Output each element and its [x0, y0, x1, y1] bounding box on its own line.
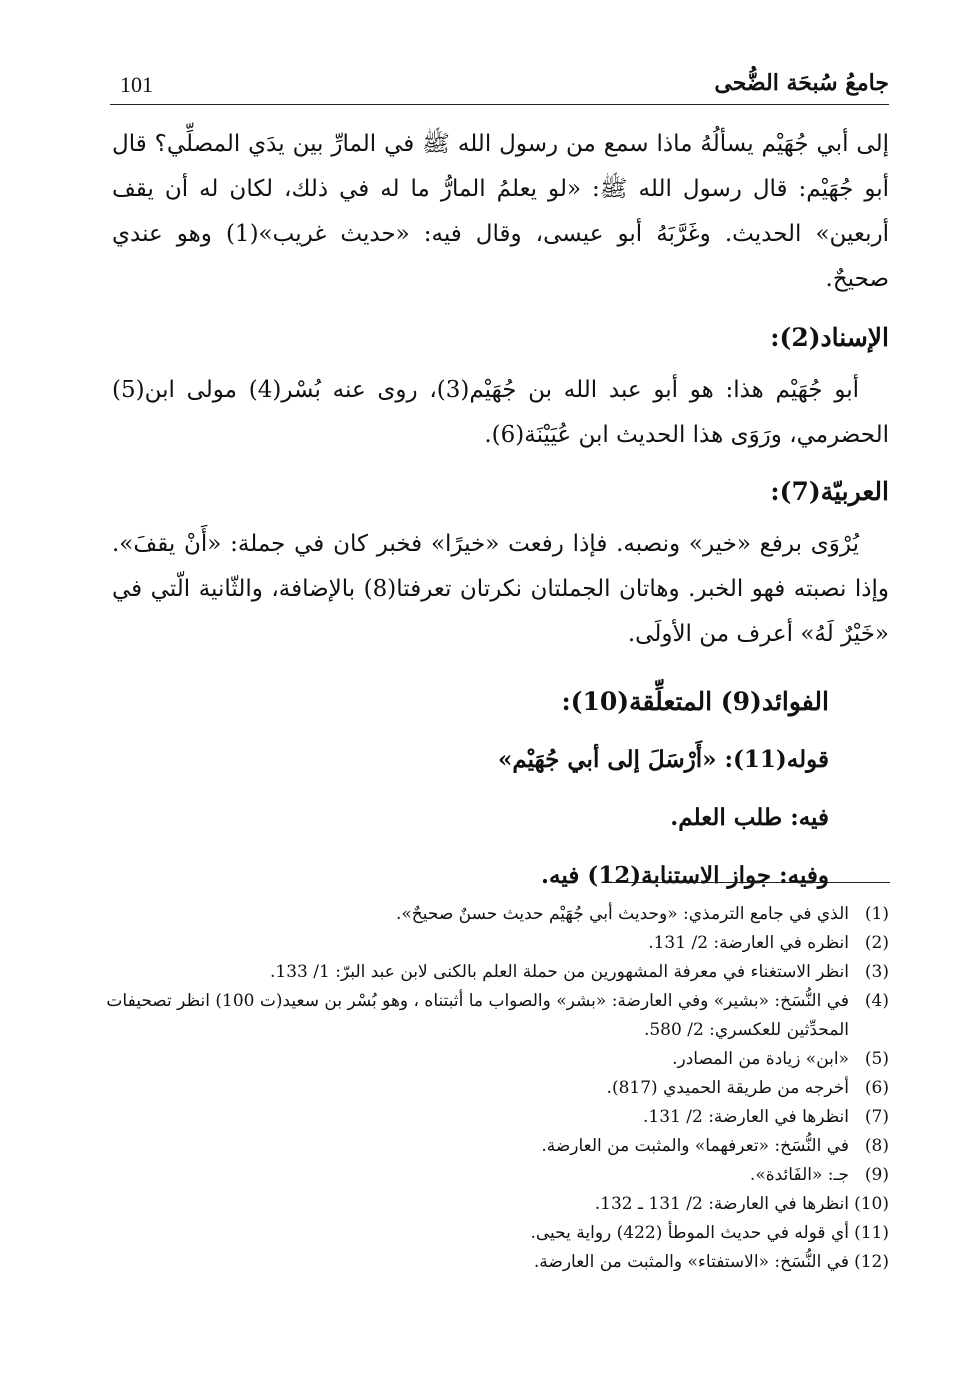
footnote-12: (12) في النُّسَخ: «الاستفتاء» والمثبت من العارضة.: [533, 1252, 889, 1272]
running-title: جامعُ سُبحَة الضُّحى: [714, 70, 889, 96]
line-fihi: فيه: طلب العلم.: [670, 804, 829, 831]
footnote-separator: [612, 882, 890, 883]
footnote-7: (7) انظرها في العارضة: 2/ 131.: [642, 1107, 889, 1127]
paragraph-hadith: إلى أبي جُهَيْم يسألُهُ ماذا سمع من رسول الله ﷺ في المارِّ بين يدَي المصلِّي؟ قال أبو جُهَيْم: قال رسول الله ﷺ: «لو يعلمُ المارُّ ما له في ذلك، لكان له أن يقف أربعين» الحديث. وغَرَّبَهُ أبو عيسى، وقال فيه: «حديث غريب»(1) وهو عندي صحيحٌ.: [112, 131, 889, 292]
line-wafihi: وفيه: جواز الاستنابة(12) فيه.: [541, 862, 829, 889]
footnote-1: (1) الذي في جامع الترمذي: «وحديث أبي جُهَيْم حديث حسنٌ صحيحٌ».: [395, 904, 889, 924]
page-number: 101: [120, 72, 153, 97]
heading-fawaid: الفوائد(9) المتعلِّقة(10):: [561, 687, 829, 716]
paragraph-isnad: أبو جُهَيْم هذا: هو أبو عبد الله بن جُهَيْم(3)، روى عنه بُسْر(4) مولى ابن(5) الحضرمي، ورَوَى هذا الحديث ابن عُيَيْنَة(6).: [112, 377, 889, 448]
footnote-2: (2) انظره في العارضة: 2/ 131.: [648, 933, 889, 953]
footnote-9: (9) جـ: «الفَائدة».: [749, 1165, 889, 1185]
footnotes: [106, 900, 889, 1277]
line-qawluh: قوله(11): «أَرْسَلَ إلى أبي جُهَيْم»: [497, 746, 829, 773]
footnote-11: (11) أي قوله في حديث الموطأ (422) رواية يحيى.: [530, 1223, 889, 1243]
footnote-10: (10) انظرها في العارضة: 2/ 131 ـ 132.: [594, 1194, 889, 1214]
page-header: [110, 70, 889, 105]
footnote-4: (4) في النُّسَخ: «بشير» وفي العارضة: «بشر» والصواب ما أثبتناه ، وهو بُسْر بن سعيد(ت 100) انظر تصحيفات المحدِّثين للعكسري: 2/ 580.: [106, 991, 889, 1040]
footnote-8: (8) في النُّسَخ: «تعرفهما» والمثبت من العارضة.: [541, 1136, 889, 1156]
paragraph-arabiyya: يُرْوَى برفع «خير» ونصبه. فإذا رفعت «خيرًا» فخبر كان في جملة: «أَنْ يقفَ». وإذا نصبته فهو الخبر. وهاتان الجملتان نكرتان تعرفتا(8) بالإضافة، والثّانية الّتي في «خَيْرٌ لَهُ» أعرف من الأولَى.: [112, 531, 889, 647]
footnote-5: (5) «ابن» زيادة من المصادر.: [672, 1049, 889, 1069]
main-text: [112, 122, 889, 905]
footnote-6: (6) أخرجه من طريقة الحميدي (817).: [606, 1078, 889, 1098]
heading-arabiyya: العربيّة(7):: [770, 477, 889, 506]
footnote-3: (3) انظر الاستغناء في معرفة المشهورين من حملة العلم بالكنى لابن عبد البرّ: 1/ 133.: [269, 962, 889, 982]
heading-isnad: الإسناد(2):: [770, 323, 889, 352]
